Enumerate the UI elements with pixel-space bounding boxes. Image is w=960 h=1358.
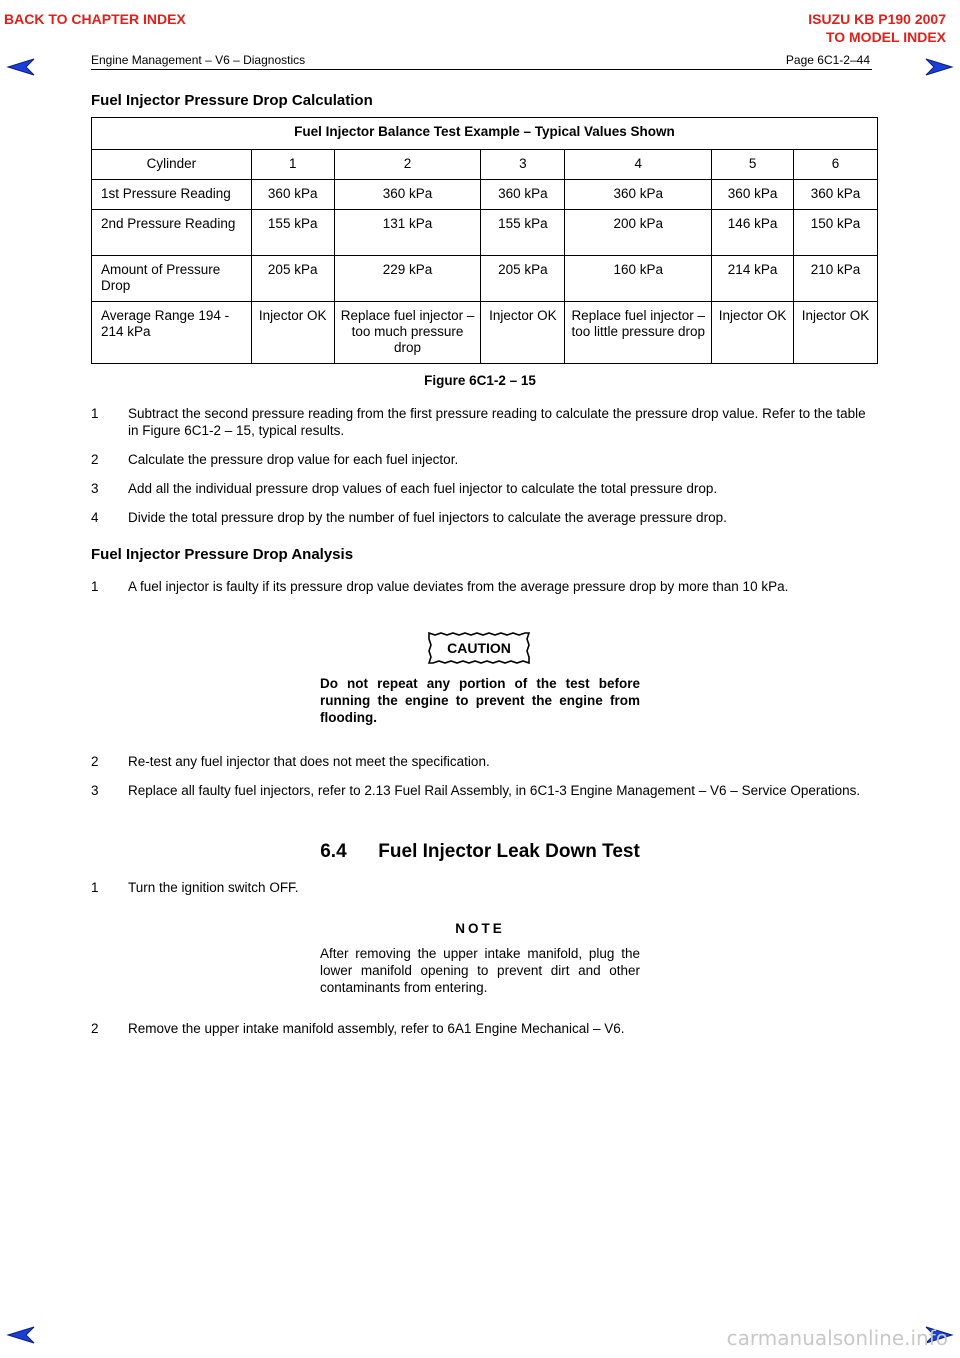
step-text: Remove the upper intake manifold assembly, refer to 6A1 Engine Mechanical – V6. [128, 1021, 625, 1036]
table-row [92, 302, 878, 364]
figure-caption: Figure 6C1-2 – 15 [424, 373, 536, 388]
step-number: 1 [91, 880, 99, 895]
list-item [91, 782, 876, 799]
table-row [92, 180, 878, 210]
table-cell: 360 kPa [481, 180, 565, 210]
table-cell: 205 kPa [481, 256, 565, 302]
table-cell: 2 [334, 150, 481, 180]
balance-test-table [91, 117, 878, 364]
step-text: A fuel injector is faulty if its pressure drop value deviates from the average pressure drop by more than 10 kPa. [128, 579, 789, 594]
table-cell: 360 kPa [565, 180, 712, 210]
section-title-pressure-drop-calculation: Fuel Injector Pressure Drop Calculation [91, 92, 373, 109]
step-text: Re-test any fuel injector that does not meet the specification. [128, 754, 490, 769]
next-page-arrow-icon[interactable] [924, 57, 954, 77]
step-number: 2 [91, 754, 99, 769]
table-cell: 360 kPa [794, 180, 878, 210]
step-text: Divide the total pressure drop by the number of fuel injectors to calculate the average pressure drop. [128, 510, 727, 525]
table-cell: Replace fuel injector – too little pressure drop [565, 302, 712, 364]
note-label: NOTE [455, 921, 505, 936]
to-model-index-link[interactable]: TO MODEL INDEX [825, 29, 946, 45]
table-cell: 210 kPa [794, 256, 878, 302]
table-cell: 200 kPa [565, 210, 712, 256]
list-item [91, 879, 876, 896]
section-title-pressure-drop-analysis: Fuel Injector Pressure Drop Analysis [91, 546, 354, 563]
step-text: Add all the individual pressure drop values of each fuel injector to calculate the total pressure drop. [128, 481, 718, 496]
table-cell: 229 kPa [334, 256, 481, 302]
table-row [92, 210, 878, 256]
table-cell: Injector OK [794, 302, 878, 364]
caution-badge [427, 631, 531, 665]
table-cell: Average Range 194 - 214 kPa [92, 302, 252, 364]
header-page-number: Page 6C1-2–44 [785, 53, 870, 67]
caution-text: Do not repeat any portion of the test before running the engine to prevent the engine from flooding. [320, 676, 640, 725]
section-heading-leak-down-test: 6.4 Fuel Injector Leak Down Test [320, 841, 640, 862]
table-cell: 131 kPa [334, 210, 481, 256]
step-text: Turn the ignition switch OFF. [128, 880, 299, 895]
list-item [91, 451, 876, 468]
table-cell: 4 [565, 150, 712, 180]
table-cell: 155 kPa [481, 210, 565, 256]
table-cell: Replace fuel injector – too much pressure drop [334, 302, 481, 364]
step-text: Replace all faulty fuel injectors, refer to 2.13 Fuel Rail Assembly, in 6C1-3 Engine Management – V6 – Service Operations. [128, 783, 861, 798]
table-cell: 160 kPa [565, 256, 712, 302]
watermark: carmanualsonline.info [726, 1326, 948, 1350]
table-cell: Injector OK [712, 302, 794, 364]
step-number: 3 [91, 783, 99, 798]
table-cell: 150 kPa [794, 210, 878, 256]
table-cell: Amount of Pressure Drop [92, 256, 252, 302]
step-number: 4 [91, 510, 99, 525]
list-item [91, 753, 876, 770]
back-to-chapter-index-link[interactable]: BACK TO CHAPTER INDEX [4, 11, 186, 27]
note-text: After removing the upper intake manifold, plug the lower manifold opening to prevent dirt and other contaminants from entering. [320, 946, 640, 995]
list-item [91, 509, 876, 526]
list-item [91, 405, 876, 439]
table-cell: 214 kPa [712, 256, 794, 302]
table-row [92, 150, 878, 180]
step-text: Calculate the pressure drop value for each fuel injector. [128, 452, 459, 467]
table-cell: 146 kPa [712, 210, 794, 256]
table-row [92, 256, 878, 302]
table-cell: 205 kPa [251, 256, 334, 302]
table-cell: Injector OK [481, 302, 565, 364]
table-cell: 1 [251, 150, 334, 180]
header-chapter-title: Engine Management – V6 – Diagnostics [91, 53, 306, 67]
step-number: 1 [91, 406, 99, 421]
table-cell: 360 kPa [712, 180, 794, 210]
list-item [91, 480, 876, 497]
table-cell: 6 [794, 150, 878, 180]
table-cell: 3 [481, 150, 565, 180]
table-cell: 155 kPa [251, 210, 334, 256]
model-title: ISUZU KB P190 2007 [808, 11, 946, 27]
table-cell: 5 [712, 150, 794, 180]
header-rule [91, 69, 872, 70]
previous-page-bottom-arrow-icon[interactable] [6, 1325, 36, 1345]
list-item [91, 578, 876, 595]
step-number: 3 [91, 481, 99, 496]
table-cell: 1st Pressure Reading [92, 180, 252, 210]
step-text: Subtract the second pressure reading from the first pressure reading to calculate the pressure drop value. Refer to the table in Figure 6C1-2 – 15, typical results. [128, 406, 866, 438]
table-title: Fuel Injector Balance Test Example – Typical Values Shown [92, 118, 878, 150]
table-cell: Cylinder [92, 150, 252, 180]
step-number: 1 [91, 579, 99, 594]
table-cell: 2nd Pressure Reading [92, 210, 252, 256]
caution-label: CAUTION [447, 640, 511, 656]
step-number: 2 [91, 452, 99, 467]
list-item [91, 1020, 876, 1037]
table-cell: 360 kPa [334, 180, 481, 210]
table-cell: Injector OK [251, 302, 334, 364]
step-number: 2 [91, 1021, 99, 1036]
table-cell: 360 kPa [251, 180, 334, 210]
previous-page-arrow-icon[interactable] [6, 57, 36, 77]
